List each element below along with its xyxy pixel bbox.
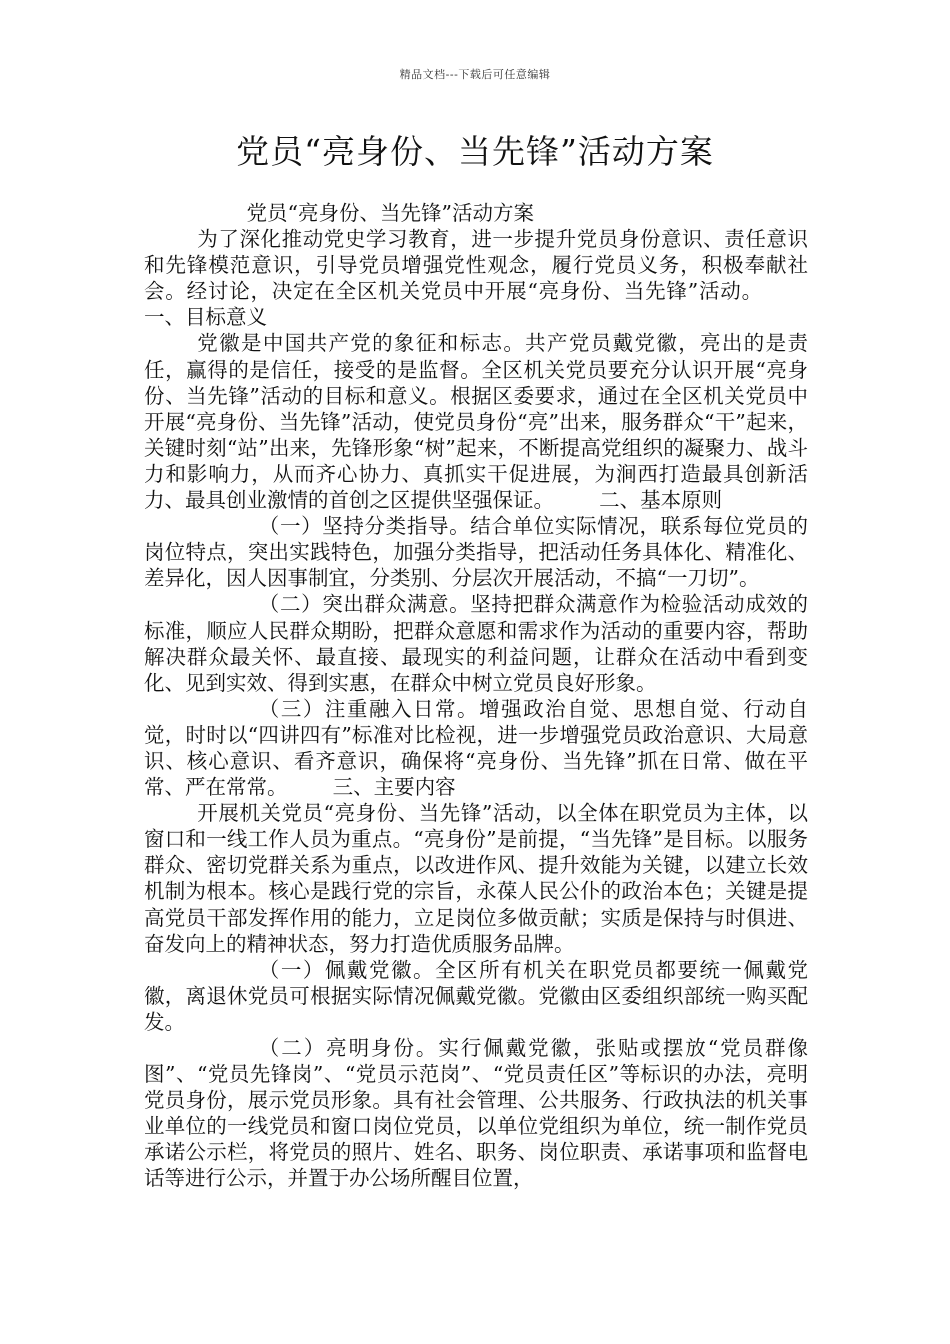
document-body bbox=[144, 200, 808, 1192]
paragraph-principle-2: （二）突出群众满意。坚持把群众满意作为检验活动成效的标准，顺应人民群众期盼，把群众意愿和需求作为活动的重要内容，帮助解决群众最关怀、最直接、最现实的利益问题，让群众在活动中看到变化、见到实效、得到实惠，在群众中树立党员良好形象。 bbox=[144, 592, 808, 695]
section-heading-2: 二、基本原则 bbox=[599, 488, 723, 513]
header-note: 精品文档---下载后可任意编辑 bbox=[399, 68, 551, 81]
paragraph-intro bbox=[144, 226, 808, 330]
paragraph-content-2: （二）亮明身份。实行佩戴党徽，张贴或摆放“党员群像图”、“党员先锋岗”、“党员示范岗”、“党员责任区”等标识的办法，亮明党员身份，展示党员形象。具有社会管理、公共服务、行政执法的机关事业单位的一线党员和窗口岗位党员，以单位党组织为单位，统一制作党员承诺公示栏，将党员的照片、姓名、职务、岗位职责、承诺事项和监督电话等进行公示，并置于办公场所醒目位置， bbox=[144, 1036, 808, 1191]
document-title: 党员“亮身份、当先锋”活动方案 bbox=[236, 132, 714, 171]
document-subtitle: 党员“亮身份、当先锋”活动方案 bbox=[246, 201, 534, 225]
paragraph-principle-3 bbox=[144, 696, 808, 800]
paragraph-main-content: 开展机关党员“亮身份、当先锋”活动，以全体在职党员为主体，以窗口和一线工作人员为重点。“亮身份”是前提，“当先锋”是目标。以服务群众、密切党群关系为重点，以改进作风、提升效能为关键，以建立长效机制为根本。核心是践行党的宗旨，永葆人民公仆的政治本色；关键是提高党员干部发挥作用的能力，立足岗位多做贡献；实质是保持与时俱进、奋发向上的精神状态，努力打造优质服务品牌。 bbox=[144, 801, 808, 956]
paragraph-significance bbox=[144, 330, 808, 513]
paragraph-text: 为了深化推动党史学习教育，进一步提升党员身份意识、责任意识和先锋模范意识，引导党员增强党性观念，履行党员义务，积极奉献社会。经讨论，决定在全区机关党员中开展“亮身份、当先锋”活动。 bbox=[144, 227, 808, 304]
paragraph-principle-1: （一）坚持分类指导。结合单位实际情况，联系每位党员的岗位特点，突出实践特色，加强分类指导，把活动任务具体化、精准化、差异化，因人因事制宜，分类别、分层次开展活动，不搞“一刀切”。 bbox=[144, 514, 808, 591]
paragraph-text: 党徽是中国共产党的象征和标志。共产党员戴党徽，亮出的是责任，赢得的是信任，接受的是监督。全区机关党员要充分认识开展“亮身份、当先锋”活动的目标和意义。根据区委要求，通过在全区机关党员中开展“亮身份、当先锋”活动，使党员身份“亮”出来，服务群众“干”起来，关键时刻“站”出来，先锋形象“树”起来，不断提高党组织的凝聚力、战斗力和影响力，从而齐心协力、真抓实干促进展，为涧西打造最具创新活力、最具创业激情的首创之区提供坚强保证。 bbox=[144, 331, 808, 513]
section-heading-3: 三、主要内容 bbox=[332, 775, 456, 800]
paragraph-content-1: （一）佩戴党徽。全区所有机关在职党员都要统一佩戴党徽，离退休党员可根据实际情况佩戴党徽。党徽由区委组织部统一购买配发。 bbox=[144, 957, 808, 1034]
paragraph-text: （三）注重融入日常。增强政治自觉、思想自觉、行动自觉，时时以“四讲四有”标准对比检视，进一步增强党员政治意识、大局意识、核心意识、看齐意识，确保将“亮身份、当先锋”抓在日常、做在平常、严在常常。 bbox=[144, 696, 808, 800]
section-heading-1: 一、目标意义 bbox=[144, 305, 267, 330]
